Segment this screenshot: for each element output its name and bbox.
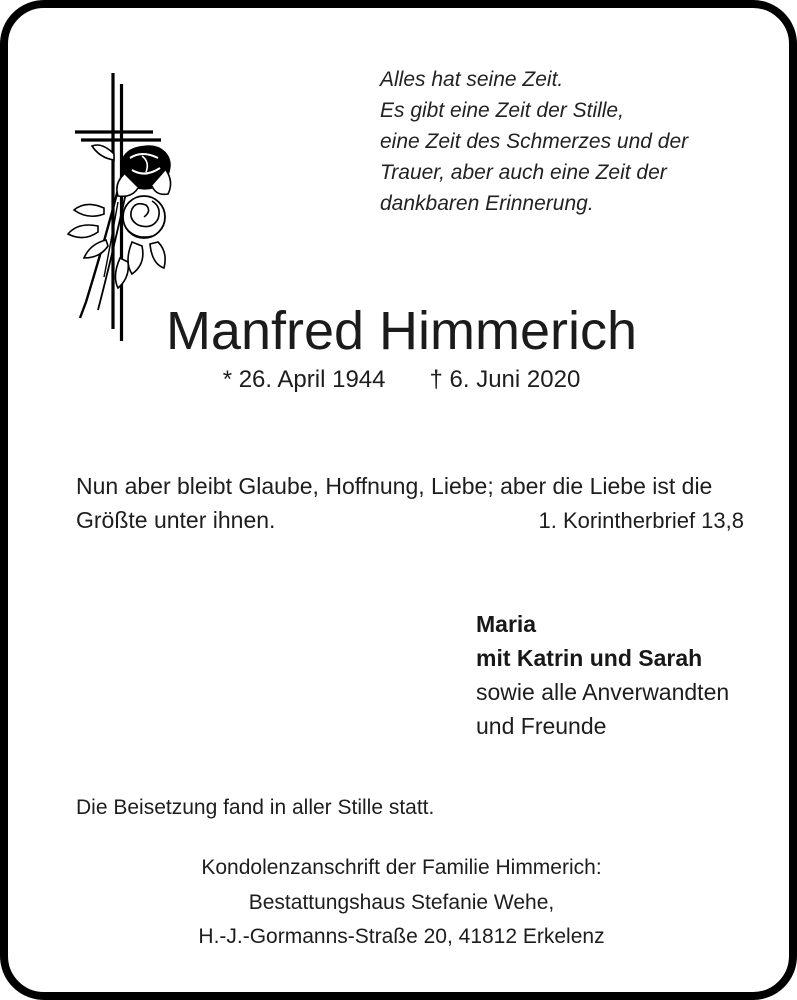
burial-note: Die Beisetzung fand in aller Stille statt. (76, 796, 435, 819)
mourners-list (476, 607, 729, 743)
quote-line: Trauer, aber auch eine Zeit der (380, 161, 667, 184)
quote-line: Alles hat seine Zeit. (380, 68, 564, 91)
birth-date: * 26. April 1944 (222, 366, 386, 393)
quote-line: Es gibt eine Zeit der Stille, (380, 99, 624, 122)
mourner-name: Maria (476, 611, 537, 637)
quote-line: eine Zeit des Schmerzes und der (380, 130, 689, 153)
life-dates (76, 365, 727, 395)
verse-line: Größte unter ihnen. (76, 507, 276, 533)
opening-quote (380, 64, 688, 219)
verse-source: 1. Korintherbrief 13,8 (538, 508, 744, 533)
mourner-name: mit Katrin und Sarah (476, 645, 703, 671)
mourners-line: sowie alle Anverwandten (476, 679, 730, 705)
verse-line: Nun aber bleibt Glaube, Hoffnung, Liebe; aber die Liebe ist die (76, 473, 713, 499)
condolence-address (76, 851, 727, 955)
deceased-name: Manfred Himmerich (165, 301, 638, 361)
quote-line: dankbaren Erinnerung. (380, 192, 594, 215)
condolence-line: Kondolenzanschrift der Familie Himmerich: (201, 856, 602, 879)
condolence-line: Bestattungshaus Stefanie Wehe, (248, 890, 555, 914)
death-date: † 6. Juni 2020 (429, 366, 581, 393)
condolence-line: H.-J.-Gormanns-Straße 20, 41812 Erkelenz (198, 925, 605, 948)
mourners-line: und Freunde (476, 713, 607, 739)
bible-verse (76, 469, 744, 538)
